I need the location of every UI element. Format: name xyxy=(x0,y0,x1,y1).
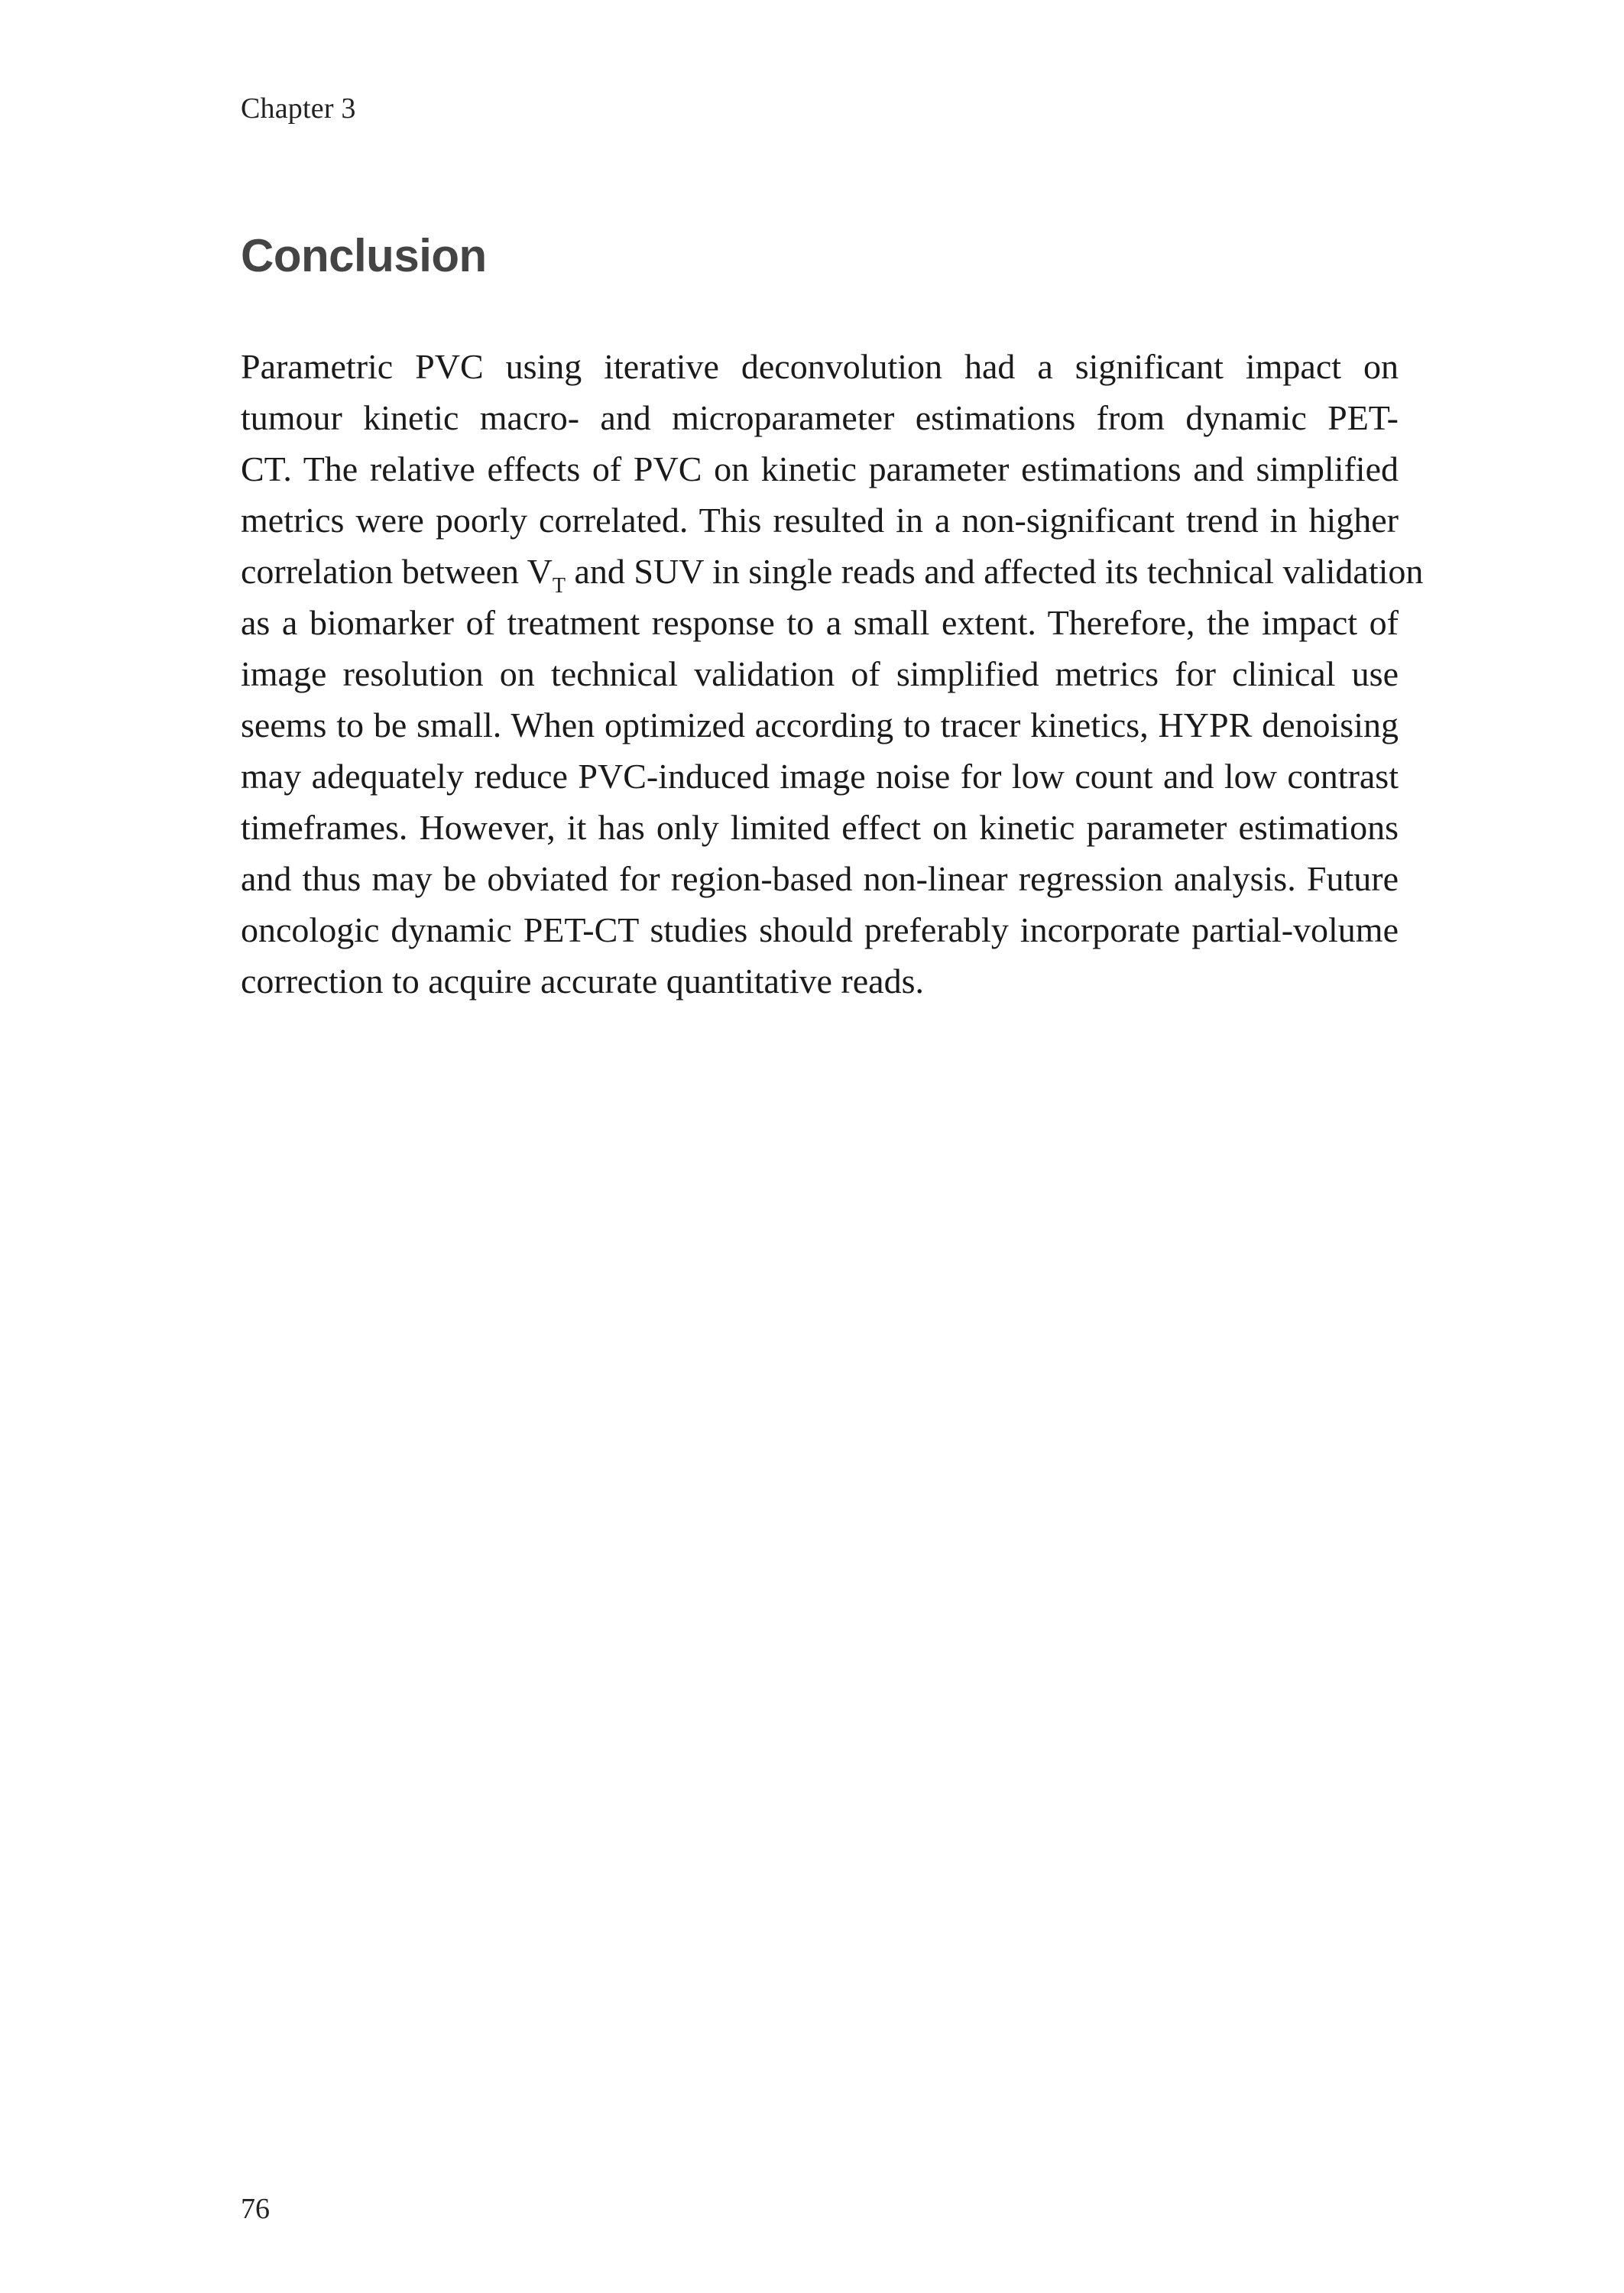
paragraph-line: CT. The relative effects of PVC on kinetic parameter estimations and simplified xyxy=(241,449,1399,488)
paragraph-line: correction to acquire accurate quantitative reads. xyxy=(241,962,924,1001)
paragraph-line-with-subscript xyxy=(241,546,1424,598)
paragraph-line: oncologic dynamic PET-CT studies should preferably incorporate partial-volume xyxy=(241,910,1399,949)
paragraph-line: may adequately reduce PVC-induced image noise for low count and low contrast xyxy=(241,757,1399,796)
line-prefix: correlation between V xyxy=(241,552,553,591)
page-number: 76 xyxy=(241,2193,270,2225)
paragraph-line: Parametric PVC using iterative deconvolution had a significant impact on xyxy=(241,347,1399,386)
section-heading: Conclusion xyxy=(241,230,487,281)
paragraph-line: timeframes. However, it has only limited effect on kinetic parameter estimations xyxy=(241,808,1399,847)
paragraph-line: seems to be small. When optimized according to tracer kinetics, HYPR denoising xyxy=(241,705,1399,744)
paragraph-line: tumour kinetic macro- and microparameter estimations from dynamic PET- xyxy=(241,398,1399,437)
subscript-t: T xyxy=(552,574,566,598)
paragraph-line: and thus may be obviated for region-based non-linear regression analysis. Future xyxy=(241,859,1399,898)
paragraph-line: metrics were poorly correlated. This resulted in a non-significant trend in higher xyxy=(241,501,1399,540)
line-suffix: and SUV in single reads and affected its technical validation xyxy=(574,552,1424,591)
paragraph-line: image resolution on technical validation of simplified metrics for clinical use xyxy=(241,654,1399,693)
running-header: Chapter 3 xyxy=(241,92,356,125)
paragraph-line: as a biomarker of treatment response to a small extent. Therefore, the impact of xyxy=(241,603,1399,642)
conclusion-paragraph xyxy=(241,341,1424,1007)
